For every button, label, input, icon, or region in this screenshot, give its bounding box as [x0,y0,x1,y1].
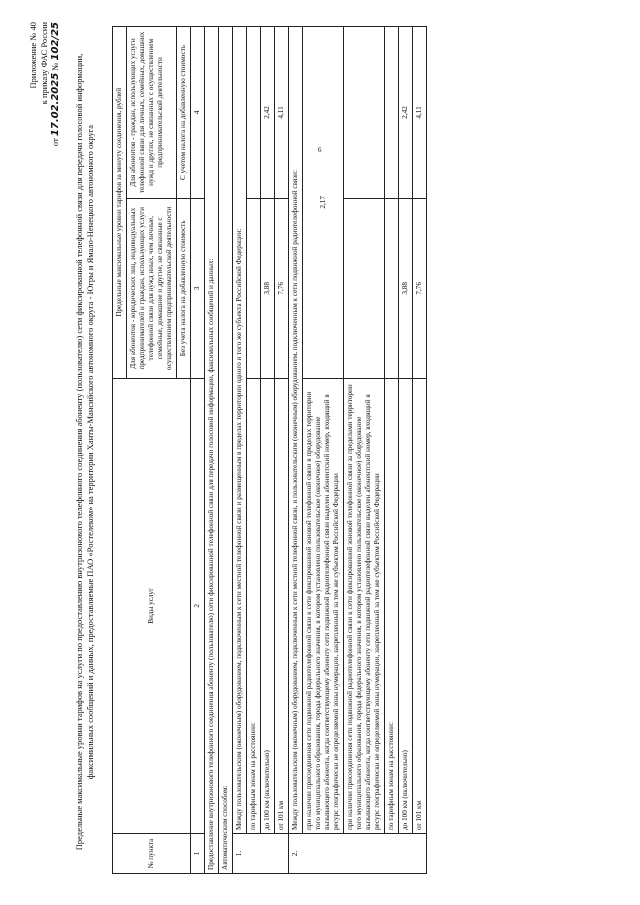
colnum-1: 1 [191,834,205,874]
row2-sub-a-value: 2,17 [303,27,344,379]
date-prefix: от [50,138,60,147]
row2-tariff-label: по тарифным зонам на расстоянии: [385,378,399,833]
header-service: Виды услуг [113,378,191,833]
row1-line2-v4: 4,11 [275,27,289,199]
row1-line1-label: до 100 км (включительно) [261,378,275,833]
row1-line1-v3: 3,88 [261,198,275,378]
row2-line1-v3: 3,88 [399,198,413,378]
document-title [74,12,96,892]
row1-tariff-label: по тарифным зонам на расстоянии: [247,378,261,833]
auto-row: Автоматическим способом: [219,27,233,874]
tariff-table [112,26,427,874]
header-group: Предельные максимальные уровни тарифов за минуту соединения, рублей [113,27,127,379]
title-line1: Предельные максимальные уровни тарифов на услуги по предоставлению внутризонового телефонного соединения абоненту (пользователю) сети фиксированной телефонной связи для передачи голосовой информации, [74,53,84,851]
appendix-line1: Приложение № 40 [28,22,38,89]
row2-text: Между пользовательским (оконечным) оборудованием, подключенным к сети местной телефонной связи, и пользовательским (оконечным) оборудованием, подключенным к сети подвижной радиотелефонной связи: [289,27,303,834]
row1-num: 1. [233,834,289,874]
row2-line1-label: до 100 км (включительно) [399,378,413,833]
row2-line1-v4: 2,42 [399,27,413,199]
header-novat: Без учета налога на добавленную стоимость [177,198,191,378]
appendix-line2: к приказу ФАС России [39,22,49,105]
header-vat: С учетом налога на добавленную стоимость [177,27,191,199]
row2-sub-b: при наличии присоединения сети подвижной радиотелефонной связи к сети фиксированной зоновой телефонной связи за пределами территории того муниципального образования, города федерального значения, в котором установлено пользовательское (оконечное) оборудование вызывающего абонента, когда соответствующему абоненту сети подвижной радиотелефонной связи выделен абонентский номер, входящий в ресурс географически не определяемой зоны нумерации, закрепленный за тем же субъектом Российской Федерации [344,378,385,833]
appendix-line3 [50,22,61,146]
section-row: Предоставление внутризонового телефонного соединения абоненту (пользователю) сети фиксированной телефонной связи для передачи голосовой информации, факсимильных сообщений и данных: [205,27,219,874]
row1-line2-label: от 101 км [275,378,289,833]
colnum-3: 3 [191,198,205,378]
title-line2: факсимильных сообщений и данных, предоставляемые ПАО «Ростелеком» на территории Ханты-Мансийского автономного округа - Югры и Ямало-Ненецкого автономного округа [85,124,95,780]
rotated-page [22,12,622,892]
appendix-header [28,22,61,146]
header-num: № пункта [113,834,191,874]
row1-line2-v3: 7,76 [275,198,289,378]
row2-sub-a: при наличии присоединения сети подвижной радиотелефонной связи к сети фиксированной зоновой телефонной связи в пределах территории того муниципального образования, города федерального значения, в котором установлено пользовательское (оконечное) оборудование вызывающего абонента, когда соответствующему абоненту сети подвижной радиотелефонной связи выделен абонентский номер, входящий в ресурс географически не определяемой зоны нумерации, закрепленный за тем же субъектом Российской Федерации [303,378,344,833]
colnum-4: 4 [191,27,205,199]
number-prefix: № [50,62,60,71]
handwritten-number: 102/25 [50,22,61,61]
row2-line2-v3: 7,76 [413,198,427,378]
row2-line2-v4: 4,11 [413,27,427,199]
row2-num: 2. [289,834,427,874]
header-citizens: Для абонентов - граждан, использующих услуги телефонной связи для личных, семейных, домашних нужд и других, не связанных с осуществлением предпринимательской деятельности [127,27,177,199]
header-legal: Для абонентов - юридических лиц, индивидуальных предпринимателей и граждан, использующих услуги телефонной связи для нужд иных, чем личные, семейные, домашние и другие, не связанные с осуществлением предпринимательской деятельности [127,198,177,378]
row2-line2-label: от 101 км [413,378,427,833]
page-number: 6 [318,146,322,154]
colnum-2: 2 [191,378,205,833]
row1-line1-v4: 2,42 [261,27,275,199]
row1-text: Между пользовательским (оконечным) оборудованием, подключенным к сети местной телефонной связи и размещенным в пределах территории одного и того же субъекта Российской Федерации: [233,27,247,834]
handwritten-date: 17.02.2025 [50,72,61,137]
